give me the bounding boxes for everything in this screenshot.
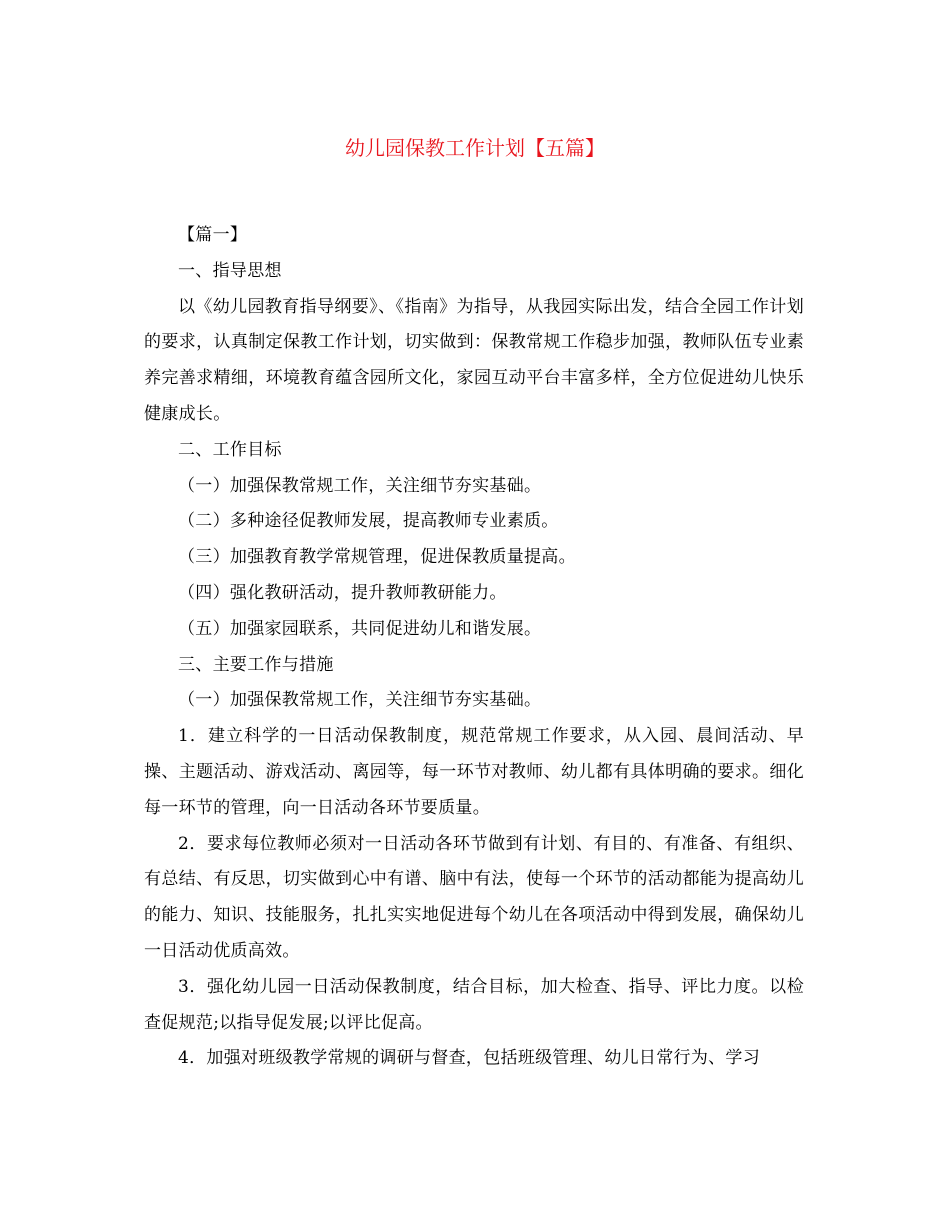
goal-item: （三）加强教育教学常规管理，促进保教质量提高。 [178, 547, 576, 568]
goal-item: （四）强化教研活动，提升教师教研能力。 [178, 582, 507, 603]
paragraph-guiding-ideology: 以《幼儿园教育指导纲要》、《指南》为指导，从我园实际出发，结合全园工作计划的要求，认真制定保教工作计划，切实做到：保教常规工作稳步加强，教师队伍专业素养完善求精细，环境教育蕴含园所文化，家园互动平台丰富多样，全方位促进幼儿快乐健康成长。 [144, 296, 804, 424]
heading-guiding-ideology: 一、指导思想 [178, 260, 282, 281]
subheading-routine-work: （一）加强保教常规工作，关注细节夯实基础。 [178, 690, 542, 711]
document-body [144, 218, 804, 1077]
measure-item: 2．要求每位教师必须对一日活动各环节做到有计划、有目的、有准备、有组织、有总结、有反思，切实做到心中有谱、脑中有法，使每一个环节的活动都能为提高幼儿的能力、知识、技能服务，扎扎实实地促进每个幼儿在各项活动中得到发展，确保幼儿一日活动优质高效。 [144, 833, 804, 961]
measure-item: 4．加强对班级教学常规的调研与督查，包括班级管理、幼儿日常行为、学习 [178, 1048, 761, 1069]
goal-item: （二）多种途径促教师发展，提高教师专业素质。 [178, 511, 559, 532]
measure-item: 1．建立科学的一日活动保教制度，规范常规工作要求，从入园、晨间活动、早操、主题活动、游戏活动、离园等，每一环节对教师、幼儿都有具体明确的要求。细化每一环节的管理，向一日活动各环节要质量。 [144, 726, 804, 818]
heading-main-work: 三、主要工作与措施 [178, 654, 334, 675]
goal-item: （一）加强保教常规工作，关注细节夯实基础。 [178, 475, 542, 496]
heading-work-goals: 二、工作目标 [178, 439, 282, 460]
section-label: 【篇一】 [178, 225, 248, 245]
measure-item: 3．强化幼儿园一日活动保教制度，结合目标，加大检查、指导、评比力度。以检查促规范;以指导促发展;以评比促高。 [144, 976, 804, 1033]
goal-item: （五）加强家园联系，共同促进幼儿和谐发展。 [178, 618, 542, 639]
document-title: 幼儿园保教工作计划【五篇】 [345, 136, 605, 160]
